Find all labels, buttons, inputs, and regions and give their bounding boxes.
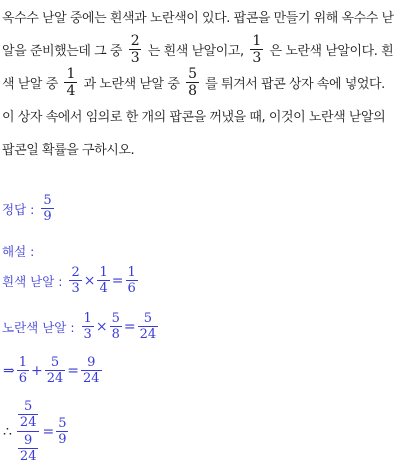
fraction-five-eighths: [186, 67, 198, 98]
numerator: 5: [143, 311, 152, 326]
numerator: 5: [58, 416, 67, 431]
yellow-kernel-line: [2, 312, 159, 341]
fraction-one-quarter: [64, 67, 76, 98]
numerator: 1: [99, 265, 108, 280]
explanation-label: 해설 :: [2, 244, 35, 259]
numerator: 2: [71, 265, 80, 280]
problem-segment: 를 튀겨서 팝콘 상자 속에 넣었다. 이 상자 속에서 임의로 한 개의 팝콘을 꺼냈을 때, 이것이 노란색 낟알의 팝콘일 확률을 구하시오.: [2, 77, 386, 158]
answer-fraction: [41, 194, 53, 223]
fraction: [126, 266, 138, 295]
numerator: 5: [50, 355, 60, 370]
denominator: 4: [66, 83, 75, 99]
fraction: [56, 417, 68, 446]
denominator: 3: [252, 50, 261, 66]
denominator: 8: [188, 83, 197, 99]
denominator: 24: [19, 449, 37, 464]
denominator: 8: [111, 327, 120, 342]
times-symbol: ×: [83, 272, 96, 289]
fraction: [18, 400, 39, 429]
therefore-symbol: ∴: [3, 423, 12, 440]
numerator: 5: [43, 193, 52, 208]
fraction: [97, 266, 109, 295]
equals-symbol: =: [67, 362, 80, 379]
fraction-one-third: [250, 34, 262, 65]
fraction: [69, 266, 81, 295]
fraction: [45, 356, 66, 385]
total-line: [2, 356, 103, 385]
problem-segment: 옥수수 낟알 중에는 흰색과 노란색이 있다. 팝콘을 만들기 위해 옥수수 낟알을 준비했는데 그 중: [2, 11, 394, 59]
answer-label: 정답 :: [2, 201, 35, 217]
white-kernel-line: [2, 266, 139, 295]
yellow-kernel-label: 노란색 낟알 :: [2, 319, 75, 335]
fraction: [18, 434, 39, 463]
equals-symbol: =: [111, 272, 124, 289]
numerator: 2: [130, 33, 140, 49]
denominator: 24: [139, 327, 157, 342]
problem-text: [2, 2, 400, 167]
numerator: 5: [111, 311, 120, 326]
denominator: 4: [99, 281, 108, 296]
fraction-bar: [17, 431, 40, 432]
numerator: 1: [18, 355, 28, 370]
conclusion-line: [2, 400, 69, 463]
numerator: 9: [87, 355, 96, 370]
denominator: 24: [46, 371, 64, 386]
white-kernel-label: 흰색 낟알 :: [2, 273, 63, 289]
fraction: [138, 312, 159, 341]
denominator: 6: [127, 281, 136, 296]
fraction: [81, 356, 102, 385]
denominator: 24: [83, 371, 100, 386]
plus-symbol: +: [31, 362, 43, 379]
compound-fraction: [17, 400, 40, 463]
problem-segment: 은 노란색 낟알이다. 흰색 낟알 중: [2, 44, 394, 92]
numerator: 5: [24, 399, 33, 414]
denominator: 9: [43, 209, 52, 224]
denominator: 24: [19, 415, 37, 430]
answer-line: [2, 194, 55, 223]
denominator: 6: [18, 371, 28, 386]
implies-arrow: ⇒: [3, 362, 15, 379]
problem-segment: 는 흰색 낟알이고,: [147, 44, 244, 59]
times-symbol: ×: [95, 318, 108, 335]
denominator: 3: [83, 327, 92, 342]
problem-segment: 과 노란색 낟알 중: [83, 77, 180, 92]
denominator: 9: [58, 432, 67, 447]
numerator: 1: [127, 265, 136, 280]
numerator: 1: [66, 66, 75, 82]
numerator: 9: [24, 433, 33, 448]
fraction: [17, 356, 29, 385]
denominator: 3: [130, 50, 140, 66]
numerator: 1: [83, 311, 92, 326]
equals-symbol: =: [42, 423, 55, 440]
fraction: [82, 312, 94, 341]
fraction-two-thirds: [129, 34, 141, 65]
numerator: 1: [252, 33, 261, 49]
explanation-line: [2, 242, 34, 260]
denominator: 3: [71, 281, 80, 296]
fraction: [110, 312, 122, 341]
equals-symbol: =: [123, 318, 136, 335]
numerator: 5: [188, 66, 197, 82]
